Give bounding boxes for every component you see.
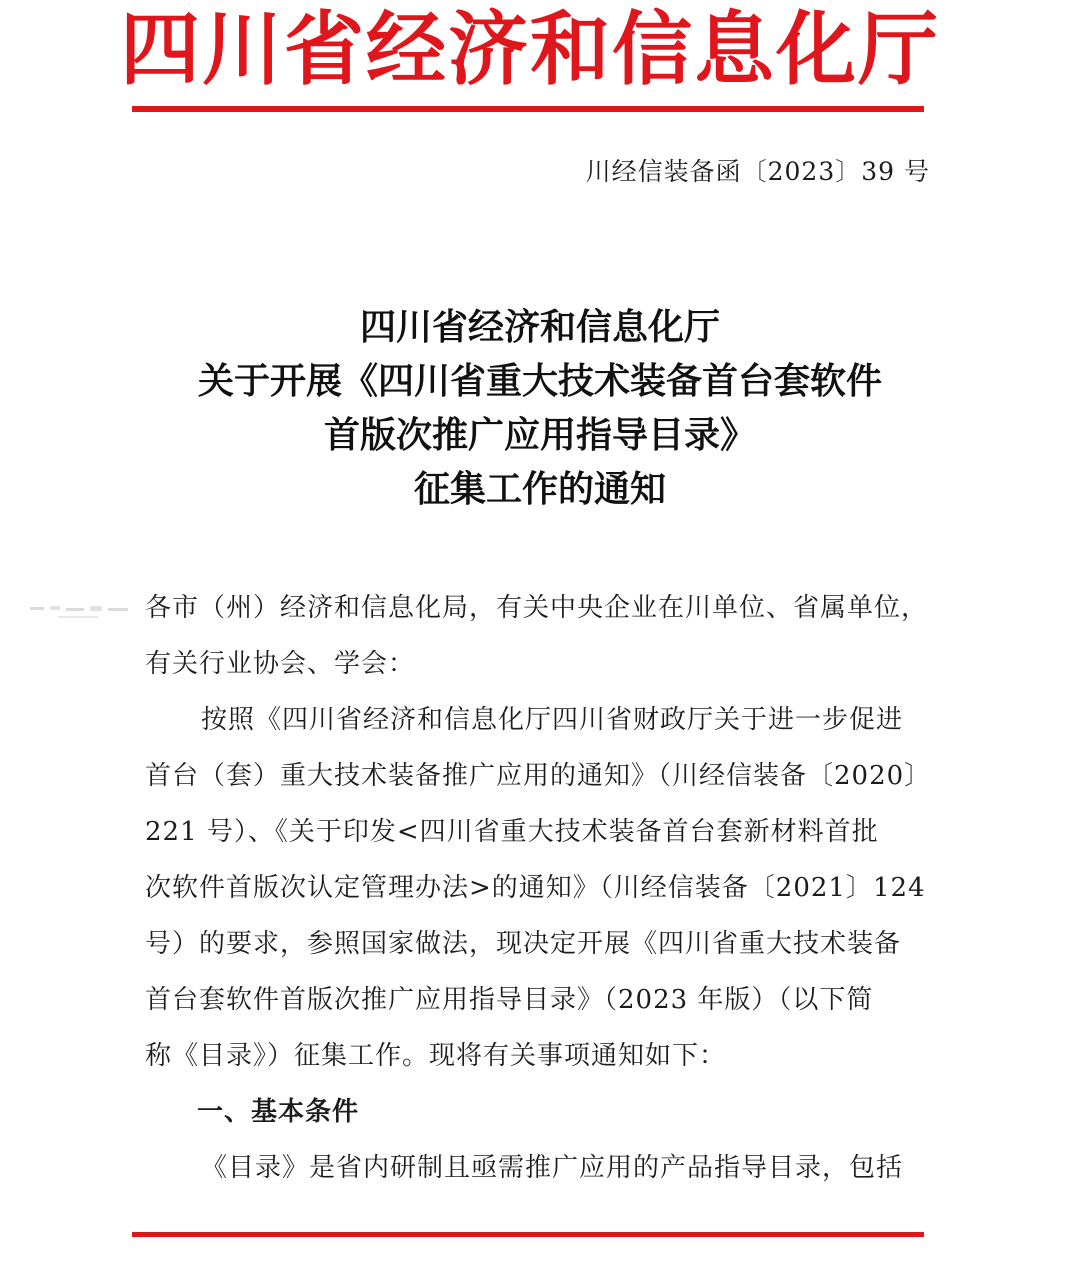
masthead-red-rule (132, 106, 924, 112)
title-line: 首版次推广应用指导目录》 (323, 414, 756, 456)
paragraph-line: 次软件首版次认定管理办法>的通知》（川经信装备〔2021〕124 (145, 873, 926, 903)
paragraph-line: 首台套软件首版次推广应用指导目录》（2023 年版）（以下简 (145, 985, 874, 1015)
scan-smudge-mark (28, 598, 138, 622)
title-line: 关于开展《四川省重大技术装备首台套软件 (197, 360, 882, 402)
title-line: 征集工作的通知 (413, 468, 666, 510)
section-heading: 一、基本条件 (197, 1097, 360, 1127)
document-number: 川经信装备函〔2023〕39 号 (585, 157, 930, 186)
paragraph-line: 221 号）、《关于印发<四川省重大技术装备首台套新材料首批 (145, 817, 879, 847)
document-title (120, 300, 960, 516)
paragraph-line: 号）的要求，参照国家做法，现决定开展《四川省重大技术装备 (145, 929, 902, 959)
paragraph-line: 《目录》是省内研制且亟需推广应用的产品指导目录，包括 (201, 1153, 904, 1183)
salutation-line: 各市（州）经济和信息化局，有关中央企业在川单位、省属单位， (145, 593, 929, 623)
salutation-line: 有关行业协会、学会： (145, 649, 416, 679)
title-line: 四川省经济和信息化厅 (359, 306, 720, 348)
masthead-issuer: 四川省经济和信息化厅 (120, 3, 940, 96)
paragraph-line: 称《目录》）征集工作。现将有关事项通知如下： (145, 1041, 727, 1071)
paragraph-line: 按照《四川省经济和信息化厅四川省财政厅关于进一步促进 (201, 705, 904, 735)
document-body (145, 580, 935, 1196)
footer-red-rule (132, 1232, 924, 1237)
paragraph-line: 首台（套）重大技术装备推广应用的通知》（川经信装备〔2020〕 (145, 761, 932, 791)
